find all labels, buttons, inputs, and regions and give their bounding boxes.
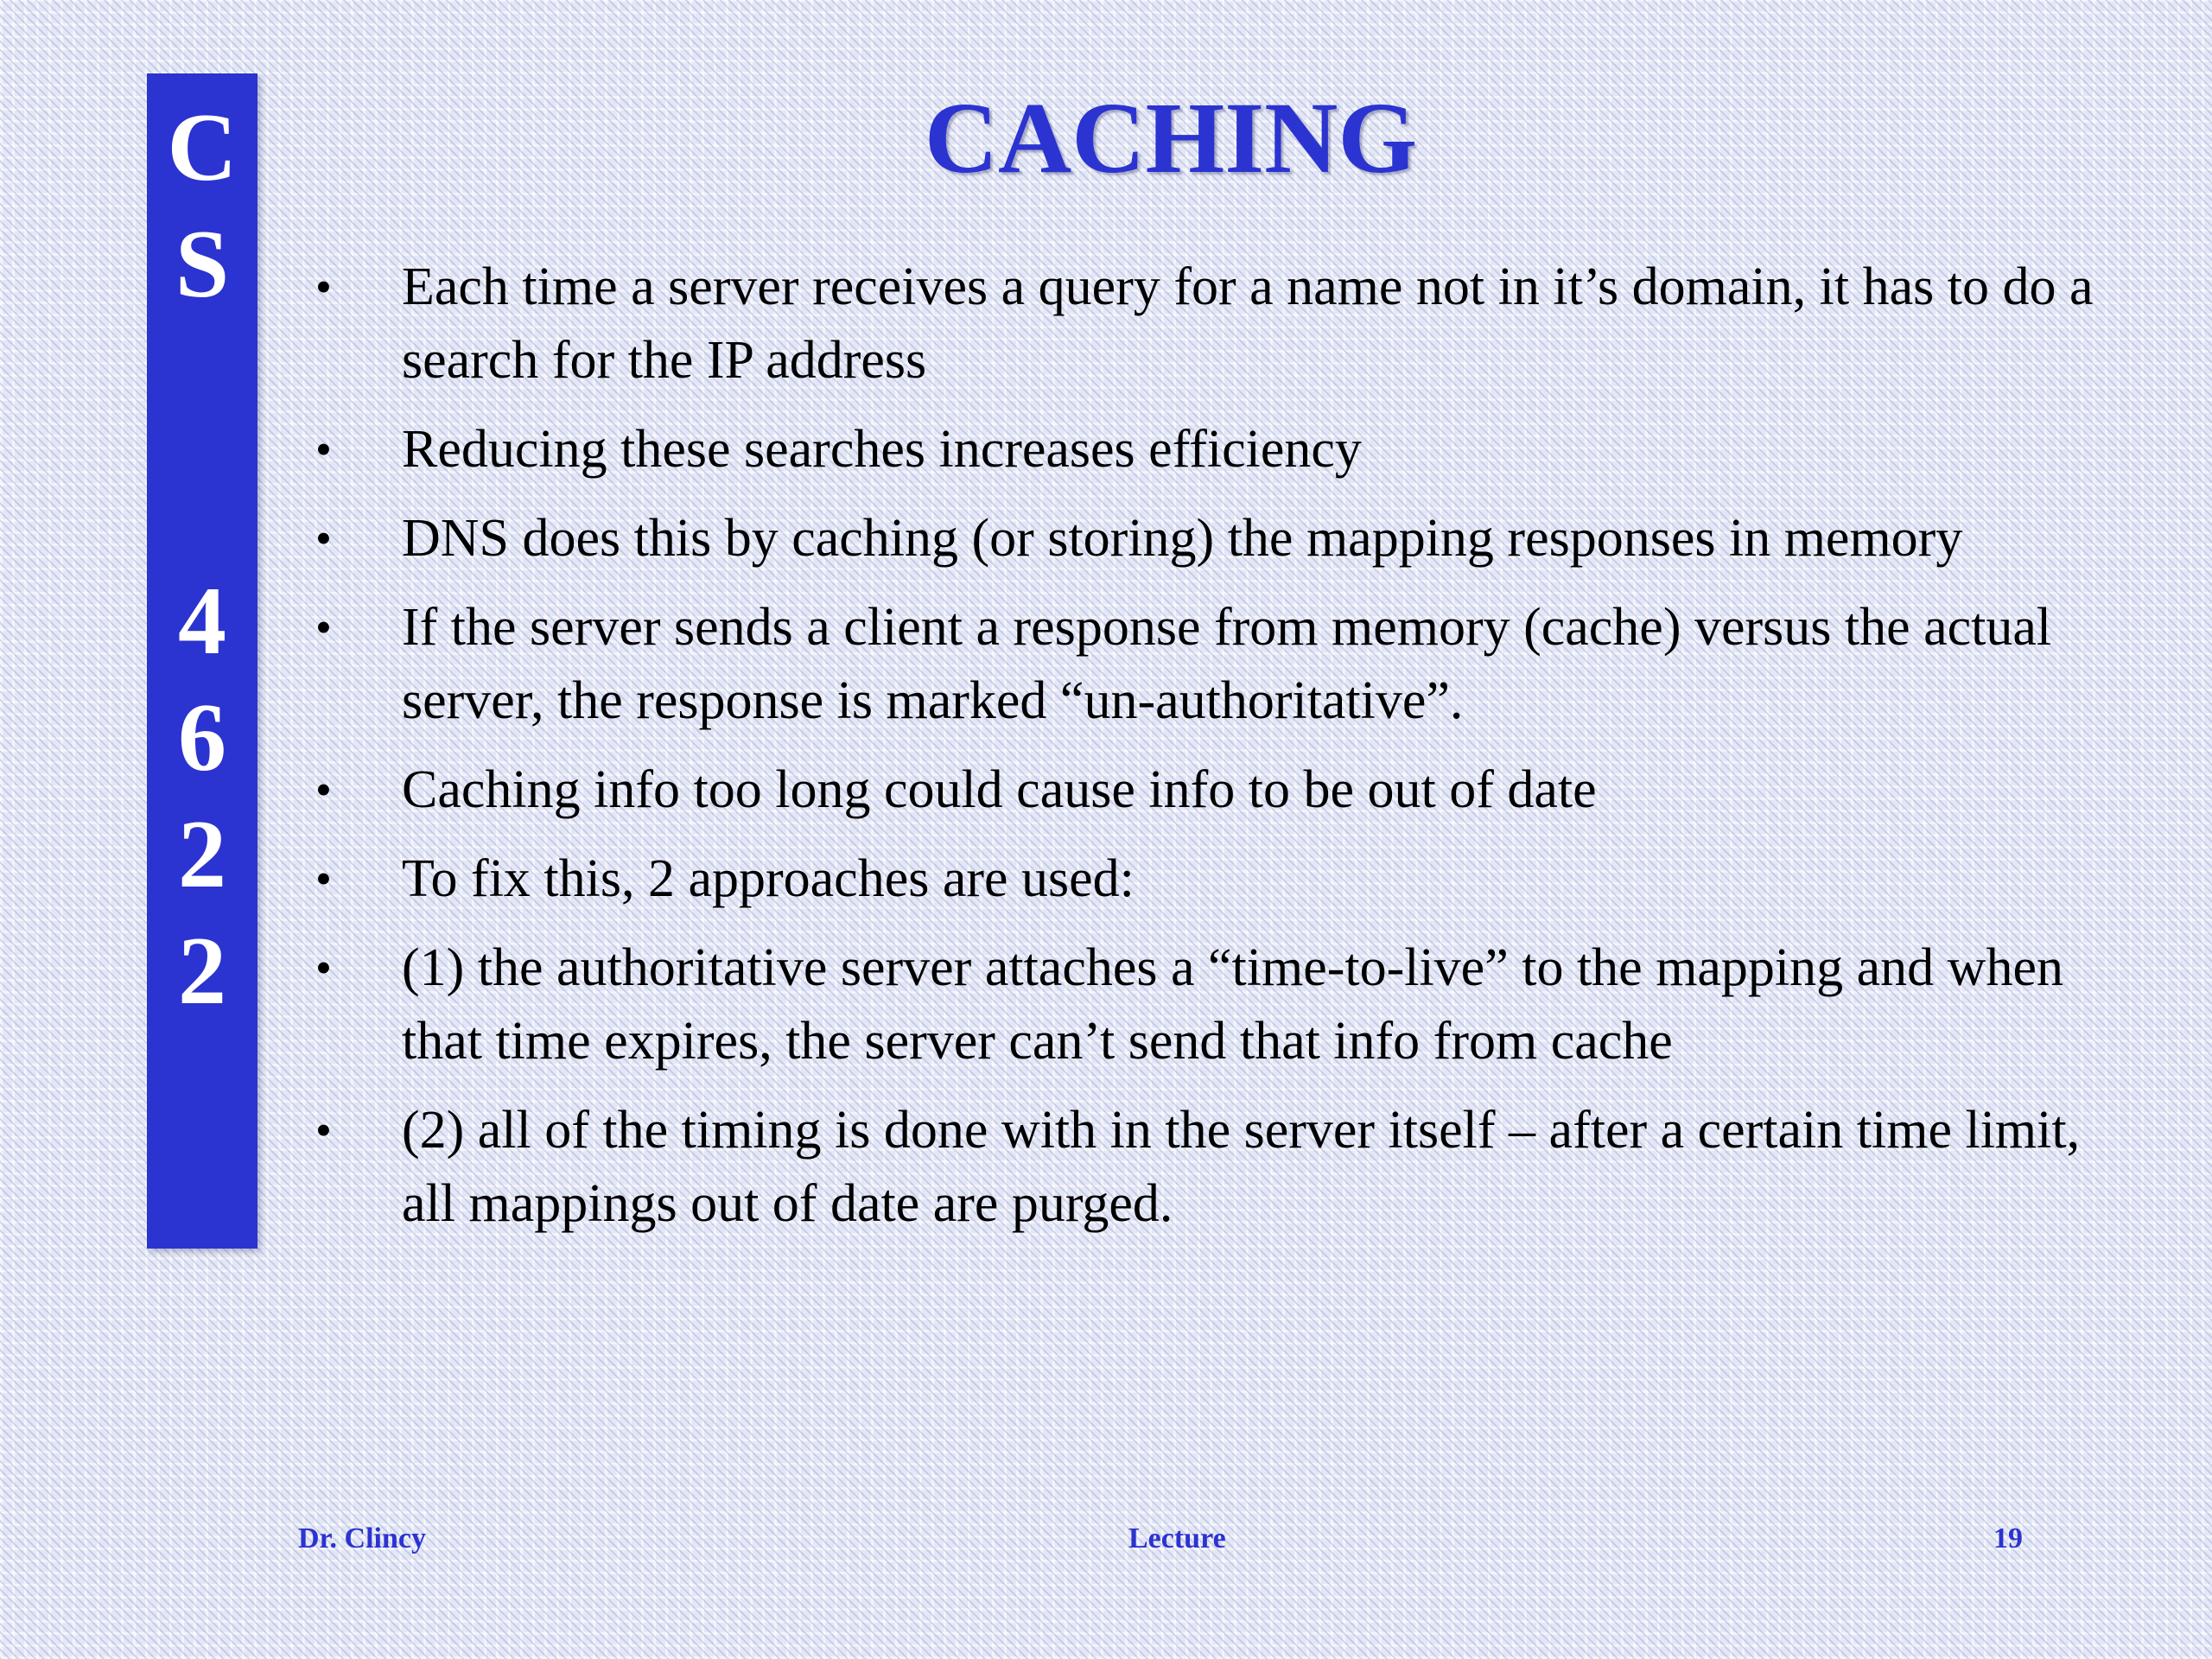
bullet-marker: • <box>315 764 332 816</box>
bullet-item <box>311 753 2134 827</box>
bullet-text: (2) all of the timing is done with in the server itself – after a certain time limit, all mappings out of date are purged. <box>402 1101 2081 1233</box>
sidebar-letter: 4 <box>178 568 226 675</box>
sidebar-letter: 2 <box>178 801 226 908</box>
bullet-text: Reducing these searches increases efficiency <box>402 420 1362 479</box>
footer-author: Dr. Clincy <box>298 1522 426 1554</box>
bullet-marker: • <box>315 853 332 905</box>
bullet-marker: • <box>315 512 332 564</box>
bullet-item <box>311 251 2134 397</box>
bullet-text: Caching info too long could cause info to be out of date <box>402 760 1597 819</box>
bullet-text: (1) the authoritative server attaches a “time-to-live” to the mapping and when that time expires, the server can’t send that info from cache <box>402 938 2063 1071</box>
sidebar-letter: S <box>175 211 230 318</box>
bullet-marker: • <box>315 261 332 313</box>
bullet-item <box>311 502 2134 575</box>
sidebar-letter: 6 <box>178 684 226 791</box>
bullet-marker: • <box>315 601 332 653</box>
bullet-item <box>311 1094 2134 1241</box>
bullet-text: DNS does this by caching (or storing) the mapping responses in memory <box>402 509 1963 568</box>
bullet-text: Each time a server receives a query for a name not in it’s domain, it has to do a search for the IP address <box>402 257 2094 390</box>
bullet-item <box>311 842 2134 916</box>
bullet-text: If the server sends a client a response from memory (cache) versus the actual server, the response is marked “un-authoritative”. <box>402 598 2052 730</box>
bullet-item <box>311 413 2134 486</box>
sidebar-letter: C <box>167 94 238 201</box>
bullet-marker: • <box>315 942 332 994</box>
sidebar-letter: 2 <box>178 918 226 1025</box>
slide-title: CACHING <box>924 81 1418 194</box>
footer-center: Lecture <box>1128 1522 1226 1554</box>
footer-page-number: 19 <box>1993 1522 2023 1554</box>
bullet-item <box>311 931 2134 1078</box>
course-code-sidebar <box>147 73 257 1249</box>
bullet-list <box>311 251 2134 1256</box>
bullet-item <box>311 591 2134 738</box>
bullet-text: To fix this, 2 approaches are used: <box>402 849 1135 908</box>
bullet-marker: • <box>315 1104 332 1156</box>
bullet-marker: • <box>315 423 332 475</box>
